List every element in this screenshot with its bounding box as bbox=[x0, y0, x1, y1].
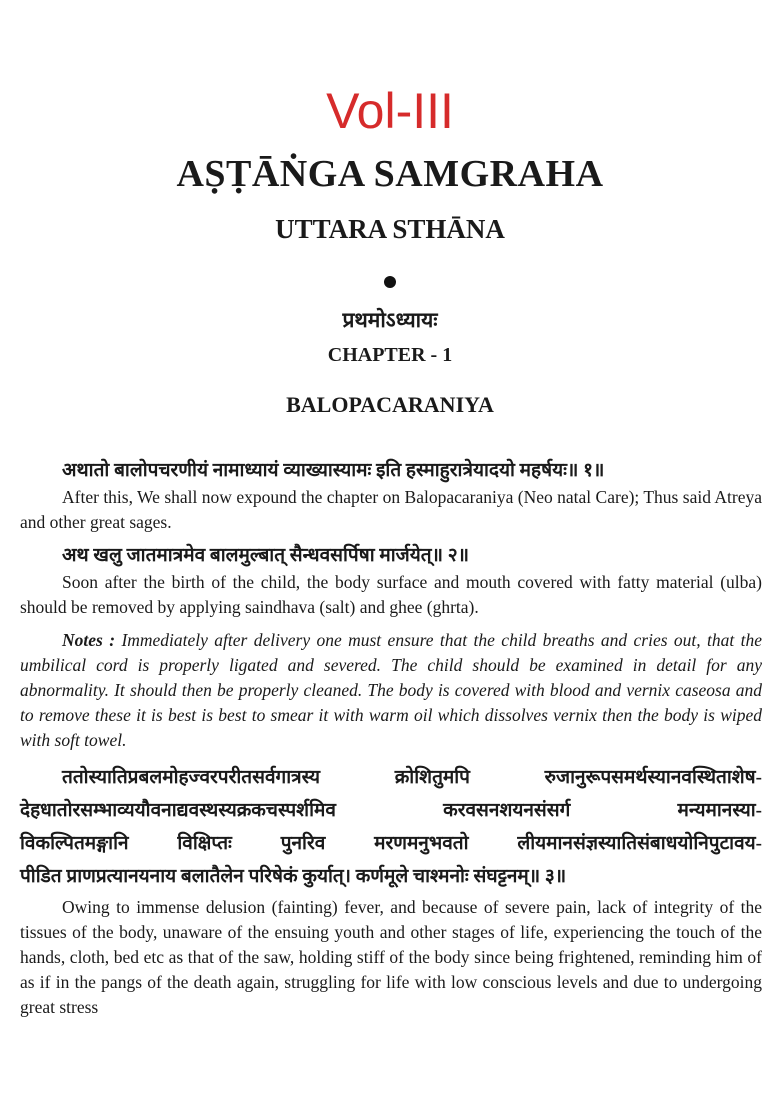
book-title: AṢṬĀṄGA SAMGRAHA bbox=[176, 153, 604, 195]
verse-1-translation: After this, We shall now expound the chapter on Balopacaraniya (Neo natal Care); Thus said Atreya and other great sages. bbox=[20, 487, 762, 532]
verse-1-sanskrit: अथातो बालोपचरणीयं नामाध्यायं व्याख्यास्यामः इति हस्माहुरात्रेयादयो महर्षयः॥ १॥ bbox=[62, 460, 605, 481]
bullet-separator bbox=[384, 276, 396, 288]
volume-label: Vol-III bbox=[326, 83, 454, 139]
verse-3-sanskrit bbox=[20, 761, 762, 893]
notes-label: Notes : bbox=[62, 630, 116, 650]
notes-paragraph bbox=[20, 628, 762, 753]
chapter-name: BALOPACARANIYA bbox=[286, 392, 494, 417]
verse-3-line: पीडित प्राणप्रत्यानयनाय बलातैलेन परिषेकं कुर्यात्। कर्णमूले चाश्मनोः संघट्टनम्॥ ३॥ bbox=[20, 866, 567, 887]
book-subtitle: UTTARA STHĀNA bbox=[275, 214, 505, 244]
notes-text: Immediately after delivery one must ensure that the child breaths and cries out, that the umbilical cord is properly ligated and severed. The child should be examined in detail for any abnormality. It should then be properly cleaned. The body is covered with blood and vernix caseosa and to remove these it is best is best to smear it with warm oil which dissolves vernix then the body is wiped with soft towel. bbox=[20, 630, 763, 750]
verse-3-line: देहधातोरसम्भाव्ययौवनाद्यवस्थस्यक्रकचस्पर्शमिव करवसनशयनसंसर्ग मन्यमानस्या- bbox=[20, 800, 762, 821]
document-body bbox=[20, 458, 762, 1028]
verse-3-line: विकल्पितमङ्गानि विक्षिप्तः पुनरिव मरणमनुभवतो लीयमानसंज्ञस्यातिसंबाधयोनिपुटावय- bbox=[20, 833, 762, 854]
verse-2-translation: Soon after the birth of the child, the body surface and mouth covered with fatty material (ulba) should be removed by applying saindhava (salt) and ghee (ghrta). bbox=[20, 572, 762, 617]
verse-3-line: ततोस्यातिप्रबलमोहज्वरपरीतसर्वगात्रस्य क्रोशितुमपि रुजानुरूपसमर्थस्यानवस्थिताशेष- bbox=[62, 767, 762, 788]
chapter-sanskrit-heading: प्रथमोऽध्यायः bbox=[342, 308, 438, 332]
chapter-heading: CHAPTER - 1 bbox=[327, 344, 453, 366]
verse-2-sanskrit: अथ खलु जातमात्रमेव बालमुल्बात् सैन्धवसर्पिषा मार्जयेत्॥ २॥ bbox=[62, 545, 470, 566]
verse-3-translation: Owing to immense delusion (fainting) fever, and because of severe pain, lack of integrity of the tissues of the body, unaware of the ensuing youth and other stages of life, experiencing the touch of the hands, cloth, bed etc as that of the saw, holding stiff of the body since being frightened, reminding him of as if in the pangs of the death again, struggling for life with low conscious levels and due to undergoing great stress bbox=[20, 897, 762, 1017]
